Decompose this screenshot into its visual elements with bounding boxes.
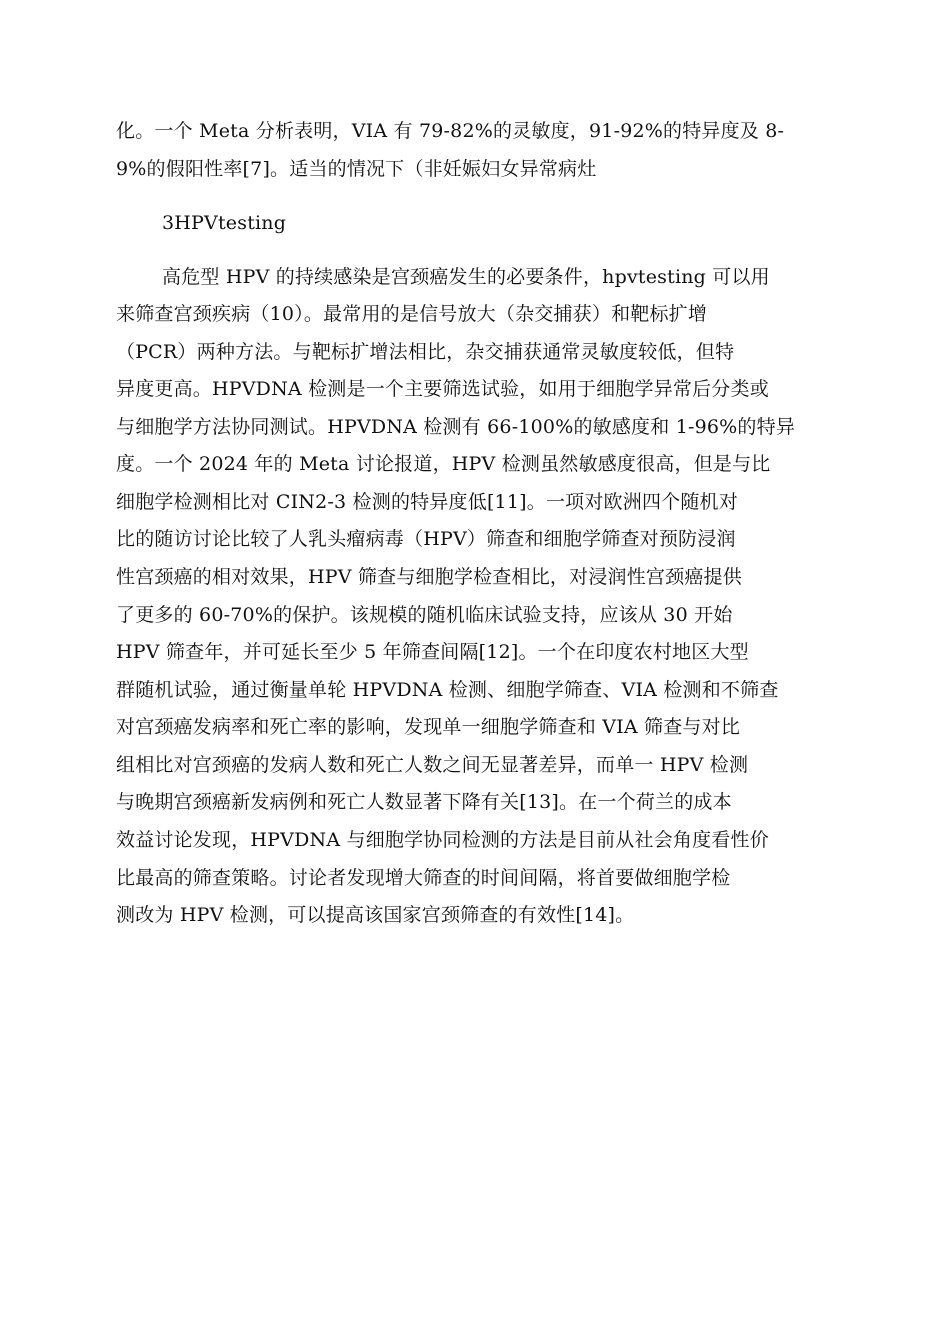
paragraph-2-line-18: 测改为 HPV 检测，可以提高该国家宫颈筛查的有效性[14]。 <box>116 904 635 926</box>
paragraph-2-line-17: 比最高的筛查策略。讨论者发现增大筛查的时间间隔，将首要做细胞学检 <box>116 867 731 889</box>
paragraph-2-line-9: 性宫颈癌的相对效果，HPV 筛查与细胞学检查相比，对浸润性宫颈癌提供 <box>116 566 742 588</box>
paragraph-2-line-10: 了更多的 60-70%的保护。该规模的随机临床试验支持，应该从 30 开始 <box>116 604 733 626</box>
paragraph-1-line-2: 9%的假阳性率[7]。适当的情况下（非妊娠妇女异常病灶 <box>116 158 597 180</box>
paragraph-1-line-1: 化。一个 Meta 分析表明，VIA 有 79-82%的灵敏度，91-92%的特异度及 8- <box>116 120 785 142</box>
paragraph-2-line-4: 异度更高。HPVDNA 检测是一个主要筛选试验，如用于细胞学异常后分类或 <box>116 378 769 400</box>
paragraph-2-line-13: 对宫颈癌发病率和死亡率的影响，发现单一细胞学筛查和 VIA 筛查与对比 <box>116 716 741 738</box>
paragraph-2-line-14: 组相比对宫颈癌的发病人数和死亡人数之间无显著差异，而单一 HPV 检测 <box>116 754 749 776</box>
paragraph-2-line-7: 细胞学检测相比对 CIN2-3 检测的特异度低[11]。一项对欧洲四个随机对 <box>116 491 738 513</box>
section-heading: 3HPVtesting <box>162 212 287 234</box>
paragraph-2-line-3: （PCR）两种方法。与靶标扩增法相比，杂交捕获通常灵敏度较低，但特 <box>116 341 735 363</box>
paragraph-2-line-8: 比的随访讨论比较了人乳头瘤病毒（HPV）筛查和细胞学筛查对预防浸润 <box>116 528 736 550</box>
paragraph-2-line-6: 度。一个 2024 年的 Meta 讨论报道，HPV 检测虽然敏感度很高，但是与比 <box>116 453 771 475</box>
paragraph-2-line-2: 来筛查宫颈疾病（10）。最常用的是信号放大（杂交捕获）和靶标扩增 <box>116 303 708 325</box>
paragraph-2-line-11: HPV 筛查年，并可延长至少 5 年筛查间隔[12]。一个在印度农村地区大型 <box>116 641 749 663</box>
paragraph-2-line-5: 与细胞学方法协同测试。HPVDNA 检测有 66-100%的敏感度和 1-96%的特异 <box>116 416 796 438</box>
paragraph-2-line-16: 效益讨论发现，HPVDNA 与细胞学协同检测的方法是目前从社会角度看性价 <box>116 829 769 851</box>
paragraph-2-line-1: 高危型 HPV 的持续感染是宫颈癌发生的必要条件，hpvtesting 可以用 <box>162 266 770 288</box>
paragraph-2-line-12: 群随机试验，通过衡量单轮 HPVDNA 检测、细胞学筛查、VIA 检测和不筛查 <box>116 679 779 701</box>
paragraph-2-line-15: 与晚期宫颈癌新发病例和死亡人数显著下降有关[13]。在一个荷兰的成本 <box>116 791 732 813</box>
